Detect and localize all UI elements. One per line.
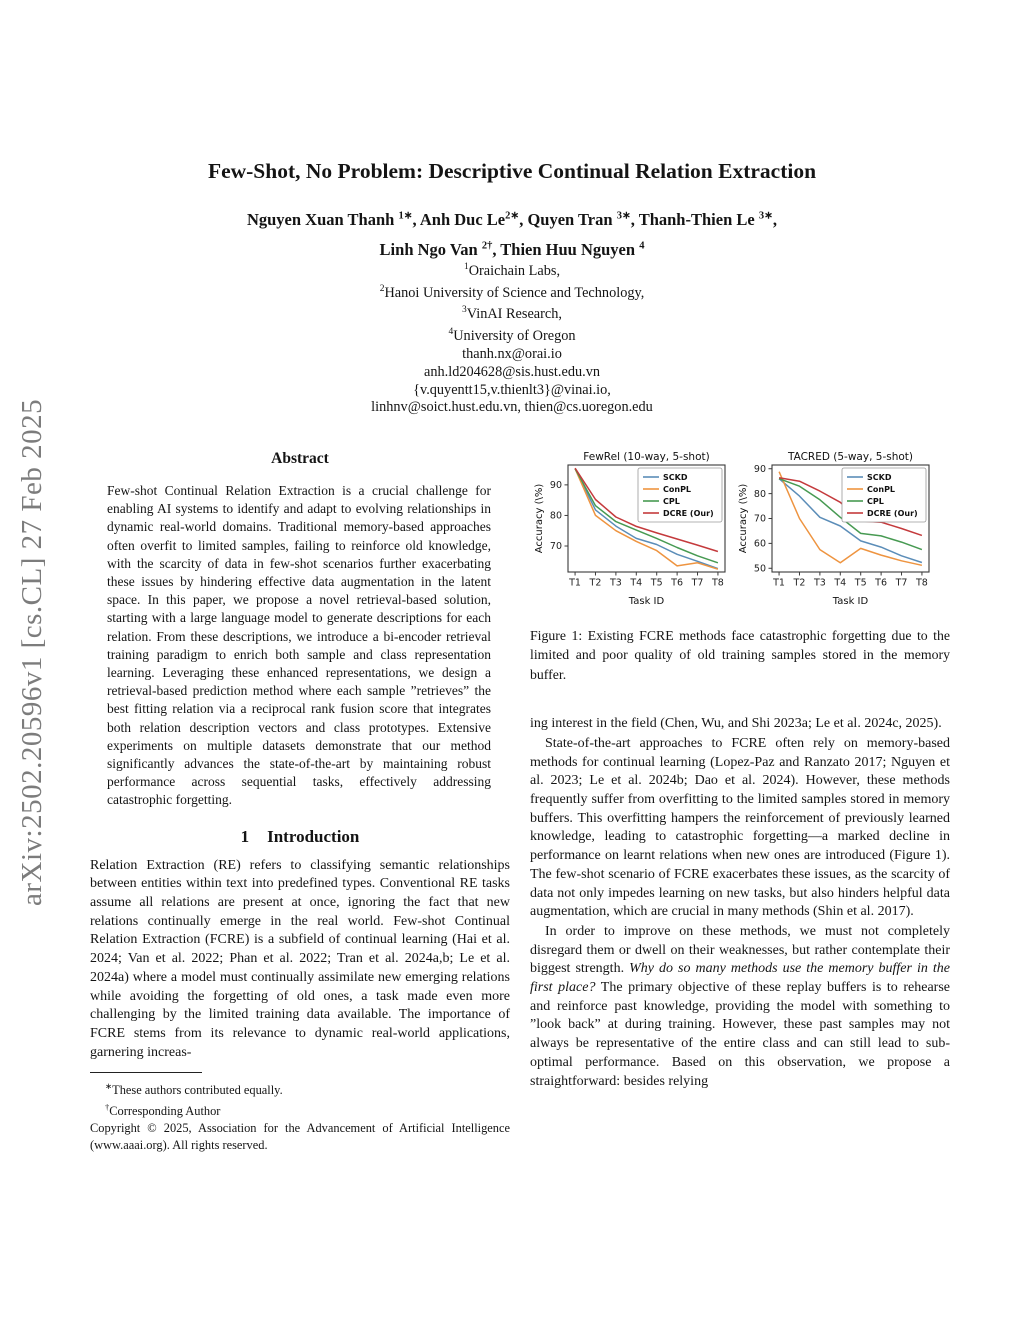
svg-text:ConPL: ConPL [663, 485, 692, 494]
paper-title: Few-Shot, No Problem: Descriptive Continual Relation Extraction [207, 159, 817, 183]
intro-paragraph: Relation Extraction (RE) refers to classifying semantic relationships between entities within text into predefined types. Conventional RE tasks assume all relations are present at once, ignoring the fact that new relations continually emerge in the real world. Few-shot Continual Relation Extraction (FCRE) is a subfield of continual learning (Hai et al. 2024; Van et al. 2022; Phan et al. 2022; Tran et al. 2024a,b; Le et al. 2024a) where a model must continually assimilate new emerging relations while avoiding the forgetting of old ones, a task made even more challenging by the limited training data available. The importance of FCRE stems from its relevance to dynamic real-world applications, garnering increas- [90, 857, 510, 1060]
svg-text:DCRE (Our): DCRE (Our) [663, 509, 714, 518]
svg-text:T4: T4 [630, 577, 643, 589]
figure-1-caption: Figure 1: Existing FCRE methods face catastrophic forgetting due to the limited and poor quality of old training samples stored in the memory buffer. [530, 628, 950, 682]
footnote-divider [90, 1072, 202, 1073]
body-paragraph: ing interest in the field (Chen, Wu, and Shi 2023a; Le et al. 2024c, 2025). [530, 716, 942, 732]
author: Anh Duc $Le^{2∗}$, [419, 209, 528, 229]
email-line: {v.quyentt15,v.thienlt3}@vinai.io, [413, 381, 611, 398]
svg-text:T1: T1 [569, 577, 581, 589]
email-line: thanh.nx@orai.io [462, 345, 562, 362]
email-line: anh.ld204628@sis.hust.edu.vn [424, 363, 600, 380]
svg-text:T3: T3 [813, 577, 826, 589]
svg-text:FewRel (10-way, 5-shot): FewRel (10-way, 5-shot) [583, 451, 710, 463]
fewrel-line-chart [532, 450, 730, 608]
author: Quyen Tran $^{3∗}$, [527, 209, 639, 229]
author: Linh Ngo Van $^{2\dagger}$, [379, 240, 501, 259]
svg-text:T3: T3 [609, 577, 622, 589]
svg-text:90: 90 [753, 463, 766, 475]
svg-text:T8: T8 [712, 577, 724, 589]
footnotes [90, 1078, 510, 1154]
abstract-text: Few-shot Continual Relation Extraction is a crucial challenge for enabling AI systems to identify and adapt to evolving relationships in dynamic real-world domains. Traditional memory-based approaches often overfit to limited samples, failing to reinforce old knowledge, with the scarcity of data in few-shot scenarios further exacerbating these issues by hindering effective data augmentation in the latent space. In this paper, we propose a novel retrieval-based solution, starting with a large language model to generate descriptions for each relation. From these descriptions, we introduce a bi-encoder retrieval training paradigm to enrich both sample and class representation learning. Leveraging these enhanced representations, we design a retrieval-based prediction method where each sample ”retrieves” the best fitting relation via a reciprocal rank fusion score that integrates both relation description vectors and class prototypes. Extensive experiments on multiple datasets demonstrate that our method significantly advances the state-of-the-art by maintaining robust performance across sequential tasks, effectively addressing catastrophic forgetting. [107, 483, 491, 808]
right-column [530, 450, 950, 1091]
copyright-notice: Copyright © 2025, Association for the Advancement of Artificial Intelligence (www.aaai.org). All rights reserved. [90, 1121, 510, 1153]
svg-text:T4: T4 [834, 577, 847, 589]
svg-text:T5: T5 [650, 577, 663, 589]
svg-text:Task ID: Task ID [628, 596, 665, 607]
email-line: linhnv@soict.hust.edu.vn, thien@cs.uoregon.edu [371, 399, 653, 416]
svg-text:DCRE (Our): DCRE (Our) [867, 509, 918, 518]
svg-text:CPL: CPL [867, 497, 884, 506]
author: Nguyen Xuan Thanh $^{1∗}$, [246, 209, 420, 229]
body-paragraph: In order to improve on these methods, we must not completely disregard them or dwell on their weaknesses, but rather contemplate their biggest strength. Why do so many methods use the memory buffer in the first place? The primary objective of these replay buffers is to rehearse and reinforce past knowledge, providing the model with something to ”look back” at during training. However, these past samples may not always be representative of the entire class and can still lead to sub-optimal performance. Based on this observation, we propose a straightforward: besides relying [530, 923, 951, 1089]
affiliation-line: $^2$Hanoi University of Science and Technology, [379, 283, 645, 301]
svg-text:70: 70 [753, 513, 766, 525]
arxiv-watermark: arXiv:2502.20596v1 [cs.CL] 27 Feb 2025 [16, 398, 48, 906]
author-block [0, 202, 1024, 263]
svg-text:Task ID: Task ID [832, 596, 869, 607]
abstract-heading: Abstract [271, 450, 329, 467]
svg-text:SCKD: SCKD [867, 473, 892, 482]
footnote-corresponding-author: †Corresponding Author [105, 1102, 221, 1119]
svg-text:60: 60 [753, 538, 766, 550]
author: Thanh-Thien Le $^{3∗}$, [638, 209, 778, 229]
author-line-1 [0, 202, 1024, 233]
svg-text:T7: T7 [691, 577, 704, 589]
svg-text:T7: T7 [895, 577, 908, 589]
tacred-line-chart [736, 450, 934, 608]
svg-text:80: 80 [753, 488, 766, 500]
svg-text:SCKD: SCKD [663, 473, 688, 482]
figure-1 [532, 450, 950, 608]
affiliation-line: $^1$Oraichain Labs, [463, 262, 561, 279]
svg-text:70: 70 [549, 541, 562, 553]
svg-text:T2: T2 [589, 577, 602, 589]
svg-text:50: 50 [753, 563, 766, 575]
svg-text:CPL: CPL [663, 497, 680, 506]
affiliation-line: $^3$VinAI Research, [462, 305, 562, 323]
svg-text:T6: T6 [875, 577, 888, 589]
author: Thien Huu Nguyen $^4$ [500, 240, 645, 259]
svg-text:ConPL: ConPL [867, 485, 896, 494]
svg-text:T1: T1 [773, 577, 785, 589]
svg-text:T8: T8 [916, 577, 928, 589]
affiliation-line: $^4$University of Oregon [448, 327, 576, 344]
section-heading-introduction: 1 Introduction [240, 826, 360, 846]
body-paragraph: State-of-the-art approaches to FCRE often rely on memory-based methods for continual learning (Lopez-Paz and Ranzato 2017; Nguyen et al. 2023; Le et al. 2024b; Dao et al. 2024). However, these methods frequently suffer from overfitting to the limited samples stored in memory buffers. This overfitting hampers the reinforcement of previously learned knowledge, leading to catastrophic forgetting—a marked decline in performance on learnt relations when new ones are introduced (Figure 1). The few-shot scenario of FCRE exacerbates these issues, as the scarcity of data not only impedes learning on new tasks, but also hinders helpful data augmentation, which are crucial in many methods (Shin et al. 2017). [530, 735, 950, 920]
svg-text:TACRED (5-way, 5-shot): TACRED (5-way, 5-shot) [788, 451, 913, 463]
svg-text:T5: T5 [854, 577, 867, 589]
svg-text:T2: T2 [793, 577, 806, 589]
svg-text:80: 80 [549, 510, 562, 522]
svg-text:T6: T6 [671, 577, 684, 589]
affiliations-block [0, 259, 1024, 417]
svg-text:Accuracy (\%): Accuracy (\%) [534, 483, 545, 554]
left-column [90, 450, 510, 1154]
footnote-equal-contribution: ∗These authors contributed equally. [105, 1081, 283, 1098]
svg-text:Accuracy (\%): Accuracy (\%) [738, 483, 749, 554]
svg-text:90: 90 [549, 480, 562, 492]
